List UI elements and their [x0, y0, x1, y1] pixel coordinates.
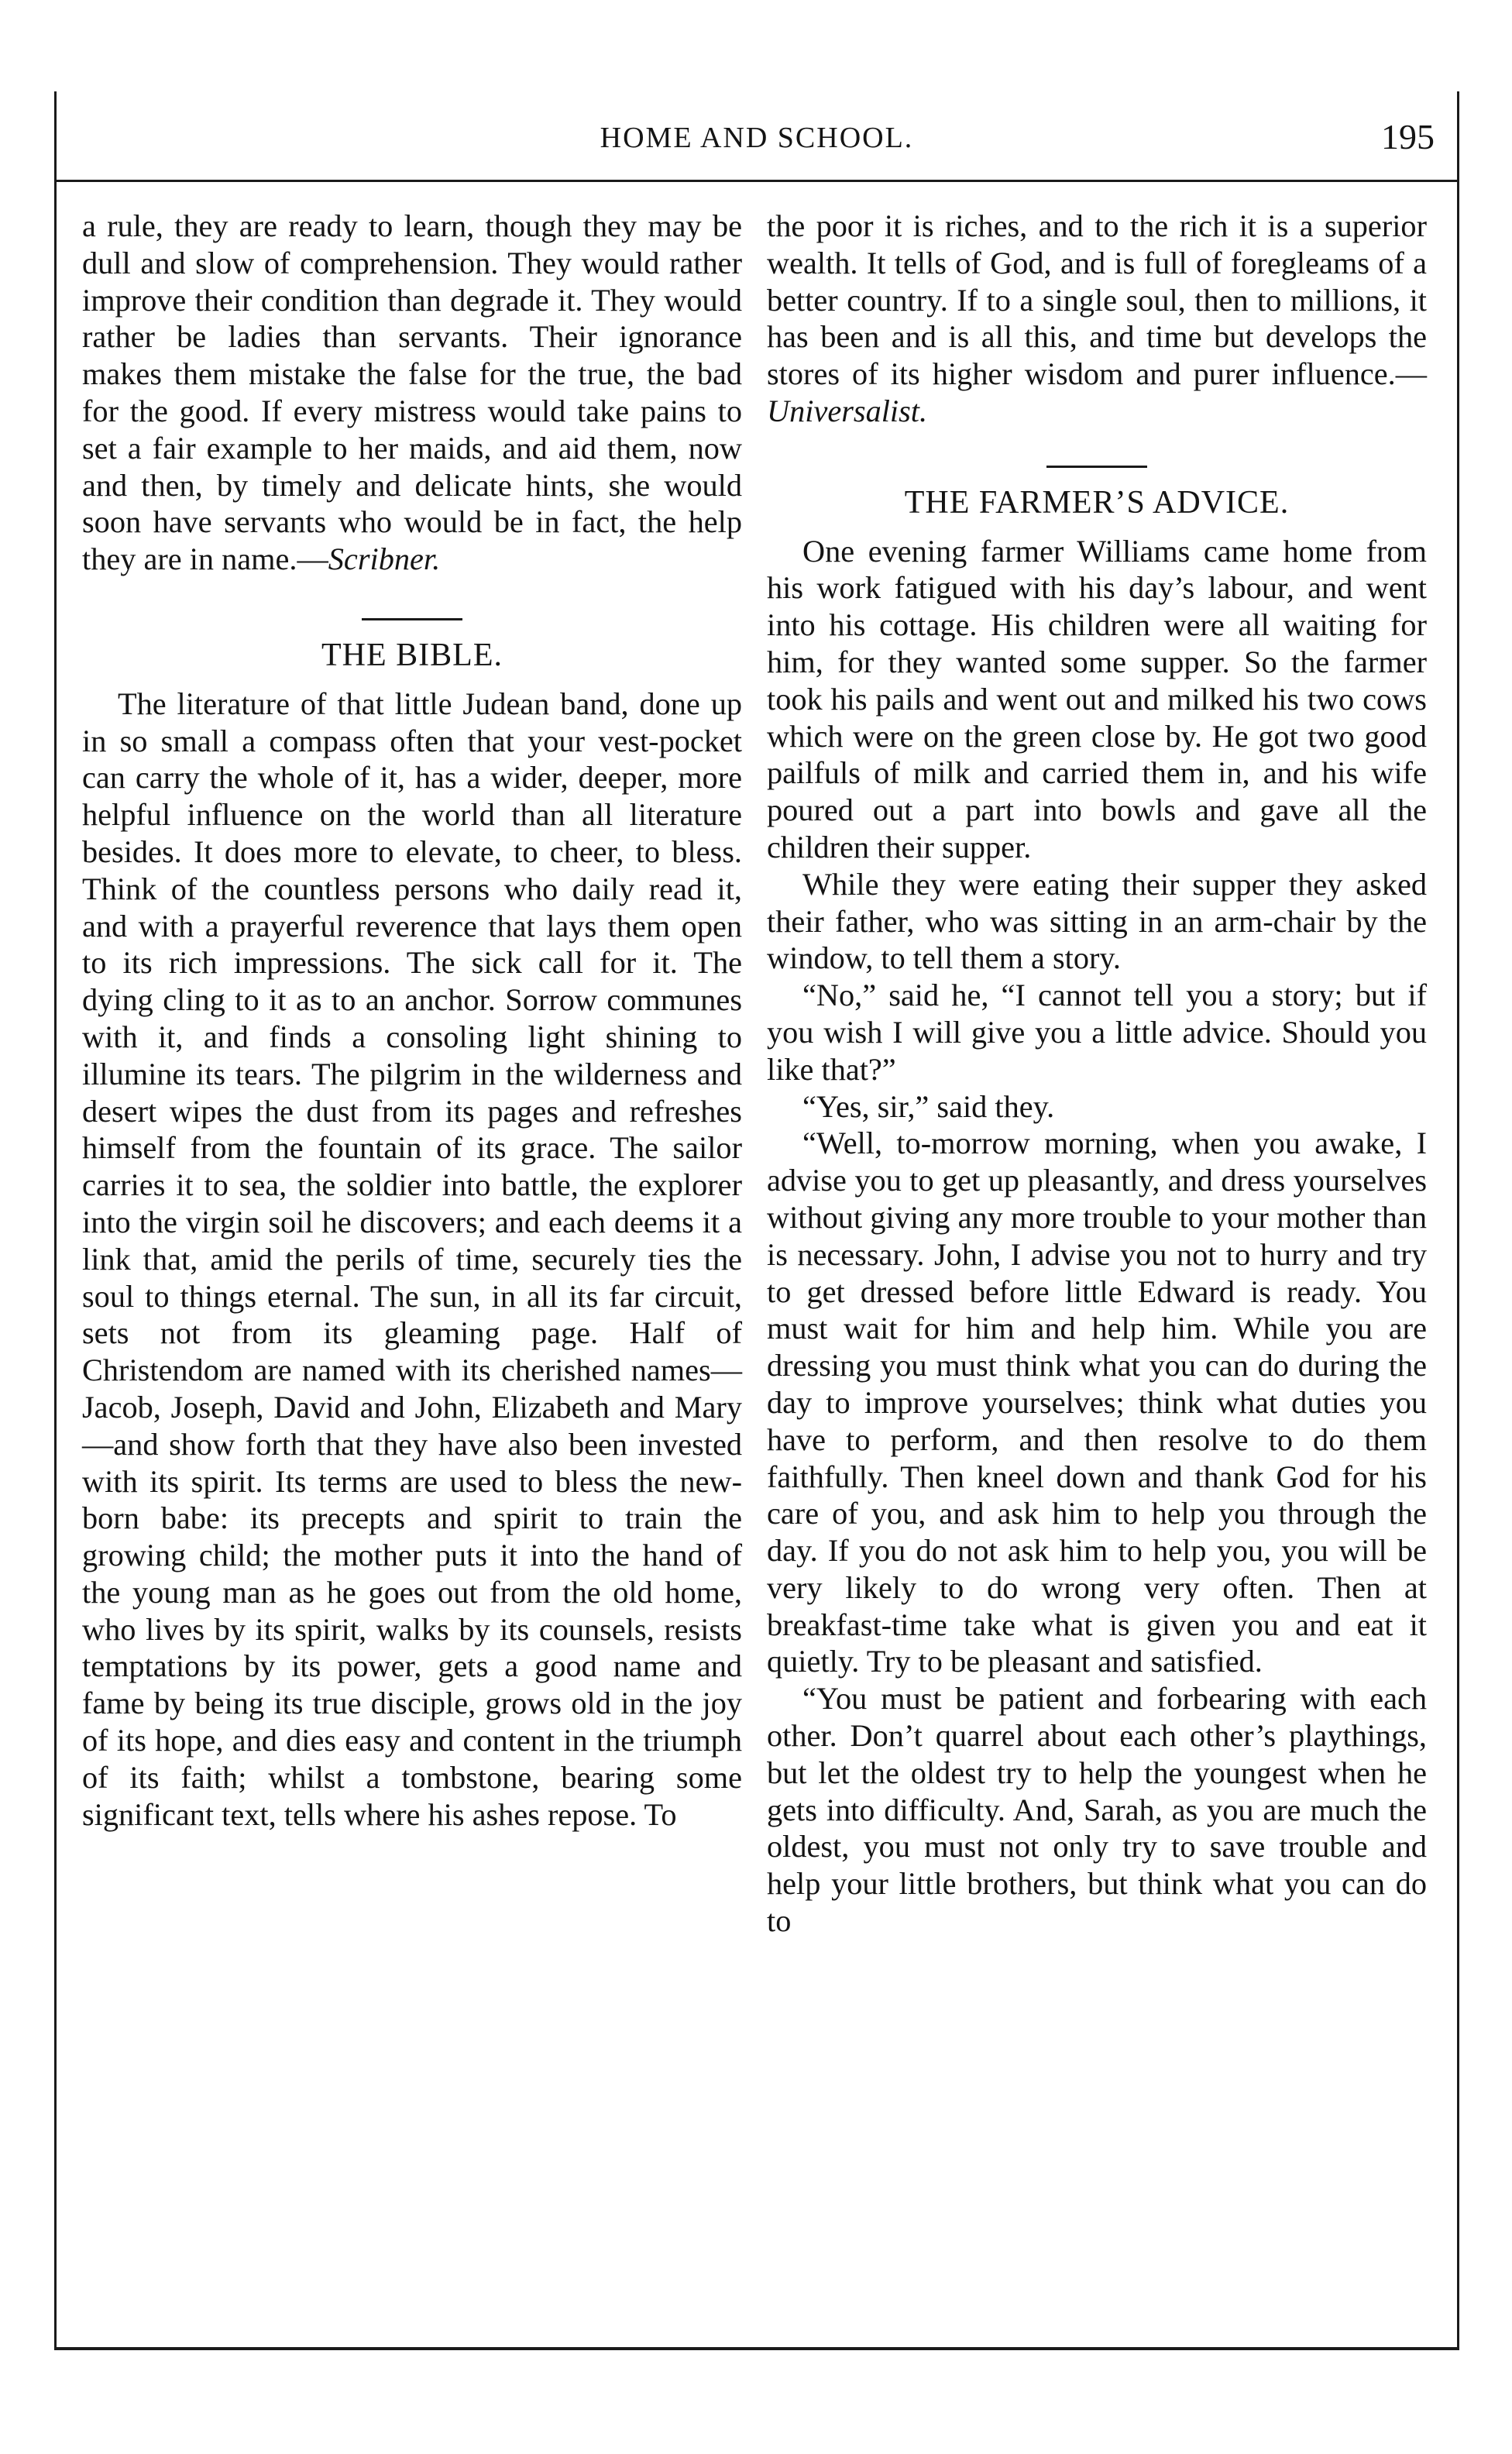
bible-article-title: THE BIBLE.	[321, 637, 503, 673]
scribner-excerpt	[82, 208, 742, 578]
left-column	[82, 208, 742, 1833]
page-header	[54, 116, 1459, 163]
scribner-dash: —	[297, 541, 328, 577]
page-number: 195	[1381, 117, 1435, 156]
farmer-paragraph: “No,” said he, “I cannot tell you a story; but if you wish I will give you a little advice. Should you like that?”	[767, 978, 1427, 1087]
farmer-article-title: THE FARMER’S ADVICE.	[904, 484, 1290, 521]
header-rule	[54, 180, 1459, 182]
bible-continuation-text: the poor it is riches, and to the rich it is a superior wealth. It tells of God, and is full of foregleams of a better country. If to a single soul, then to millions, it has been and is all this, and time but develops the stores of its higher wisdom and purer influence.	[767, 208, 1427, 392]
running-title: HOME AND SCHOOL.	[600, 122, 914, 154]
section-divider	[362, 618, 462, 620]
section-divider	[1046, 466, 1147, 468]
universalist-source: Universalist.	[767, 393, 928, 428]
bible-article-continuation	[767, 208, 1427, 430]
bible-article-text: The literature of that little Judean band, done up in so small a compass often that your vest-pocket can carry the whole of it, has a wider, deeper, more helpful influence on the world than all literature besides. It does more to elevate, to cheer, to bless. Think of the countless persons who daily read it, and with a prayerful reverence that lays them open to its rich impressions. The sick call for it. The dying cling to it as to an anchor. Sorrow communes with it, and finds a consoling light shining to illumine its tears. The pilgrim in the wilderness and desert wipes the dust from its pages and refreshes himself from the fountain of its grace. The sailor carries it to sea, the soldier into battle, the explorer into the virgin soil he discovers; and each deems it a link that, amid the perils of time, securely ties the soul to things eternal. The sun, in all its far circuit, sets not from its gleaming page. Half of Christendom are named with its cherished names—Jacob, Joseph, David and John, Elizabeth and Mary—and show forth that they have also been invested with its spirit. Its terms are used to bless the new-born babe: its precepts and spirit to train the growing child; the mother puts it into the hand of the young man as he goes out from the old home, who lives by its spirit, walks by its counsels, resists temptations by its power, gets a good name and fame by being its true disciple, grows old in the joy of its hope, and dies easy and content in the triumph of its faith; whilst a tombstone, bearing some significant text, tells where his ashes repose. To	[82, 686, 742, 1832]
scribner-source: Scribner.	[328, 541, 441, 577]
universalist-dash: —	[1395, 356, 1427, 392]
farmer-paragraph: While they were eating their supper they asked their father, who was sitting in an arm-chair by the window, to tell them a story.	[767, 866, 1427, 976]
scribner-excerpt-text: a rule, they are ready to learn, though they may be dull and slow of comprehension. They would rather improve their condition than degrade it. They would rather be ladies than servants. Their ignorance makes them mistake the false for the true, the bad for the good. If every mistress would take pains to set a fair example to her maids, and aid them, now and then, by timely and delicate hints, she would soon have servants who would be in fact, the help they are in name.	[82, 208, 742, 577]
farmer-paragraph: One evening farmer Williams came home from his work fatigued with his day’s labour, and went into his cottage. His children were all waiting for him, for they wanted some supper. So the farmer took his pails and went out and milked his two cows which were on the green close by. He got two good pailfuls of milk and carried them in, and his wife poured out a part into bowls and gave all the children their supper.	[767, 533, 1427, 864]
right-column	[767, 208, 1427, 1940]
farmer-paragraph: “You must be patient and forbearing with each other. Don’t quarrel about each other’s playthings, but let the oldest try to help the youngest when he gets into difficulty. And, Sarah, as you are much the oldest, you must not only try to save trouble and help your little brothers, but think what you can do to	[767, 1681, 1427, 1939]
farmer-paragraph: “Yes, sir,” said they.	[802, 1088, 1055, 1124]
farmer-paragraph: “Well, to-morrow morning, when you awake, I advise you to get up pleasantly, and dress yourselves without giving any more trouble to your mother than is necessary. John, I advise you not to hurry and try to get dressed before little Edward is ready. You must wait for him and help him. While you are dressing you must think what you can do during the day to improve yourselves; think what duties you have to perform, and then resolve to do them faithfully. Then kneel down and thank God for his care of you, and ask him to help you through the day. If you do not ask him to help you, you will be very likely to do wrong very often. Then at breakfast-time take what is given you and eat it quietly. Try to be pleasant and satisfied.	[767, 1126, 1427, 1679]
